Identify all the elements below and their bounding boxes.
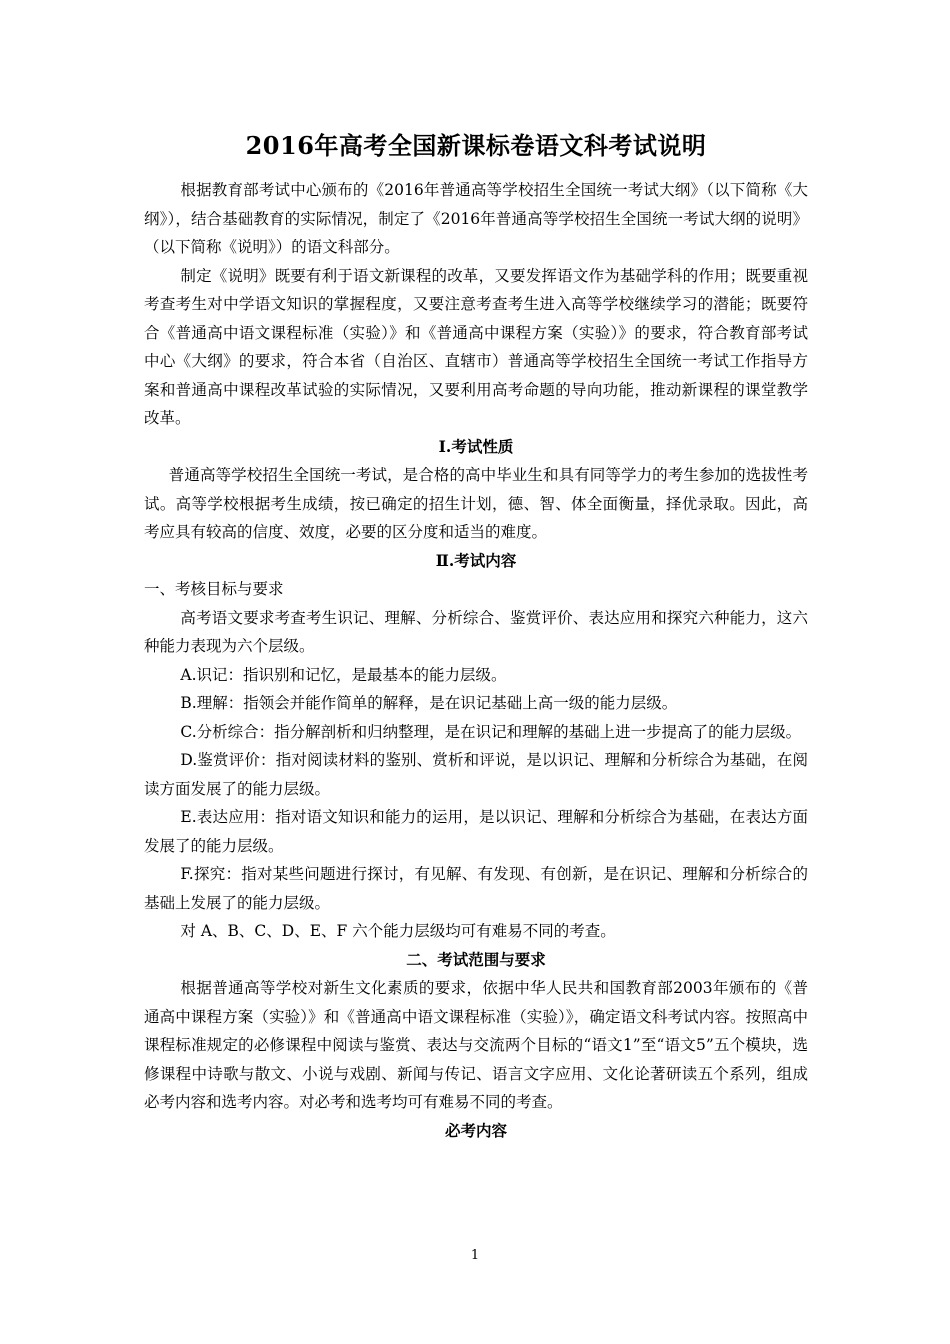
levels-note: 对 A、B、C、D、E、F 六个能力层级均可有难易不同的考查。 [180,922,616,940]
section-nature-text: 普通高等学校招生全国统一考试，是合格的高中毕业生和具有同等学力的考生参加的选拔性考试。高等学校根据考生成绩，按已确定的招生计划，德、智、体全面衡量，择优录取。因此，高考应具有较高的信度、效度，必要的区分度和适当的难度。 [144,466,808,541]
level-item-e: E.表达应用：指对语文知识和能力的运用，是以识记、理解和分析综合为基础，在表达方面发展了的能力层级。 [144,808,808,855]
document-title: 2016年高考全国新课标卷语文科考试说明 [245,131,707,160]
subsection-heading-objectives: 一、考核目标与要求 [144,580,284,598]
page-number: 1 [470,1248,480,1263]
intro-paragraph-1: 根据教育部考试中心颁布的《2016年普通高等学校招生全国统一考试大纲》（以下简称《大纲》），结合基础教育的实际情况，制定了《2016年普通高等学校招生全国统一考试大纲的说明》（以下简称《说明》）的语文科部分。 [144,181,808,256]
level-item-f: F.探究：指对某些问题进行探讨，有见解、有发现、有创新，是在识记、理解和分析综合的基础上发展了的能力层级。 [144,865,808,912]
section-heading-nature: Ⅰ.考试性质 [438,436,514,456]
level-item-b: B.理解：指领会并能作简单的解释，是在识记基础上高一级的能力层级。 [180,694,678,712]
intro-paragraph-2: 制定《说明》既要有利于语文新课程的改革，又要发挥语文作为基础学科的作用；既要重视考查考生对中学语文知识的掌握程度，又要注意考查考生进入高等学校继续学习的潜能；既要符合《普通高中语文课程标准（实验）》和《普通高中课程方案（实验）》的要求，符合教育部考试中心《大纲》的要求，符合本省（自治区、直辖市）普通高等学校招生全国统一考试工作指导方案和普通高中课程改革试验的实际情况，又要利用高考命题的导向功能，推动新课程的课堂教学改革。 [144,266,808,427]
section-heading-content: Ⅱ.考试内容 [435,550,517,570]
subsection-heading-required: 必考内容 [444,1120,507,1140]
level-item-a: A.识记：指识别和记忆，是最基本的能力层级。 [180,665,507,684]
document-page [144,118,808,1145]
level-item-d: D.鉴赏评价：指对阅读材料的鉴别、赏析和评说，是以识记、理解和分析综合为基础，在阅读方面发展了的能力层级。 [144,751,808,798]
subsection-heading-scope: 二、考试范围与要求 [406,949,546,969]
objectives-text: 高考语文要求考查考生识记、理解、分析综合、鉴赏评价、表达应用和探究六种能力，这六种能力表现为六个层级。 [144,608,808,655]
level-item-c: C.分析综合：指分解剖析和归纳整理，是在识记和理解的基础上进一步提高了的能力层级。 [180,722,802,741]
scope-text: 根据普通高等学校对新生文化素质的要求，依据中华人民共和国教育部2003年颁布的《普通高中课程方案（实验）》和《普通高中语文课程标准（实验）》，确定语文科考试内容。按照高中课程标准规定的必修课程中阅读与鉴赏、表达与交流两个目标的“语文1”至“语文5”五个模块，选修课程中诗歌与散文、小说与戏剧、新闻与传记、语言文字应用、文化论著研读五个系列，组成必考内容和选考内容。对必考和选考均可有难易不同的考查。 [144,979,808,1111]
